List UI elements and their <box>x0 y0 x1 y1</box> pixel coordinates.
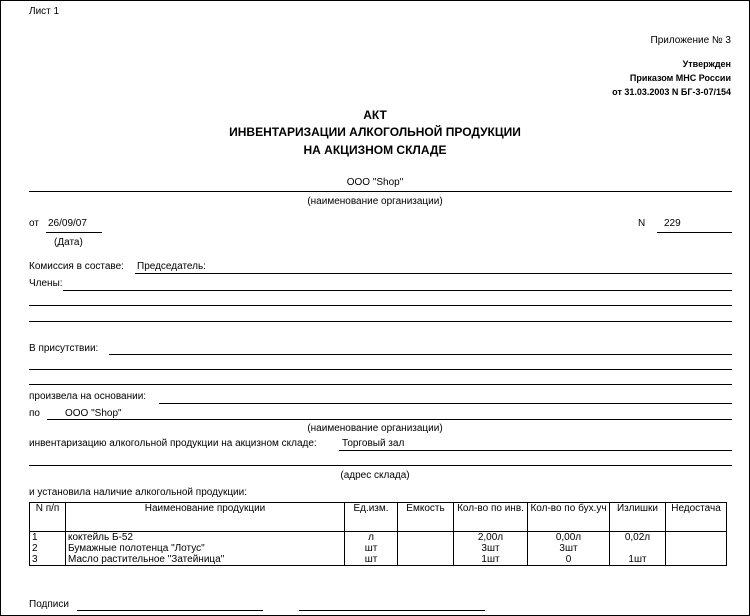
basis-underline <box>159 403 732 404</box>
number-value: 229 <box>664 218 681 229</box>
capacity <box>398 554 454 566</box>
approved-line-1: Утвержден <box>682 59 731 69</box>
header-cell: Емкость <box>398 503 454 532</box>
number-underline <box>657 232 732 233</box>
members-line-3 <box>29 321 732 322</box>
basis-by-value: ООО "Shop" <box>65 408 122 419</box>
document-subtitle-2: НА АКЦИЗНОМ СКЛАДЕ <box>303 143 447 157</box>
inventory-underline <box>339 450 732 451</box>
capacity <box>398 532 454 544</box>
members-line-2 <box>29 305 732 306</box>
table-row <box>30 532 727 544</box>
header-cell: Излишки <box>610 503 666 532</box>
basis-label: произвела на основании: <box>29 391 147 402</box>
surplus: 0,02л <box>610 532 666 544</box>
product-name: Бумажные полотенца "Лотус" <box>66 543 345 554</box>
established-label: и установила наличие алкогольной продукции: <box>29 487 247 498</box>
table-row <box>30 543 727 554</box>
members-label: Члены: <box>29 278 63 289</box>
inventory-caption: (адрес склада) <box>340 470 410 481</box>
surplus: 1шт <box>610 554 666 566</box>
chairman-label: Председатель: <box>137 261 206 272</box>
organization-name: ООО "Shop" <box>346 177 404 188</box>
organization-underline <box>29 191 732 192</box>
inventory-value: Торговый зал <box>342 438 405 449</box>
qty-inventory: 1шт <box>454 554 528 566</box>
table-header-row <box>30 503 727 532</box>
header-cell: Кол-во по бух.уч <box>528 503 610 532</box>
product-name: коктейль Б-52 <box>66 532 345 544</box>
inventory-label: инвентаризацию алкогольной продукции на акцизном складе: <box>29 438 317 449</box>
header-cell: Недостача <box>666 503 727 532</box>
presence-label: В присутствии: <box>29 343 99 354</box>
basis-by-label: по <box>29 408 40 419</box>
basis-caption: (наименование организации) <box>307 423 443 434</box>
header-cell: Ед.изм. <box>345 503 398 532</box>
capacity <box>398 543 454 554</box>
unit: шт <box>345 554 398 566</box>
shortage <box>666 543 727 554</box>
approved-line-3: от 31.03.2003 N БГ-3-07/154 <box>612 87 731 97</box>
chairman-underline <box>135 273 732 274</box>
date-underline <box>46 232 102 233</box>
signature-line-2 <box>299 610 485 611</box>
date-value: 26/09/07 <box>48 218 87 229</box>
inventory-line-2 <box>29 465 732 466</box>
commission-label: Комиссия в составе: <box>29 261 124 272</box>
date-caption: (Дата) <box>54 237 83 248</box>
qty-accounting: 0,00л <box>528 532 610 544</box>
basis-by-underline <box>47 419 732 420</box>
presence-line-3 <box>29 384 732 385</box>
document-title: АКТ <box>363 108 387 122</box>
qty-accounting: 0 <box>528 554 610 566</box>
presence-underline <box>109 354 732 355</box>
header-cell: N п/п <box>30 503 66 532</box>
qty-accounting: 3шт <box>528 543 610 554</box>
row-number: 3 <box>30 554 66 566</box>
signature-line-1 <box>77 610 263 611</box>
unit: шт <box>345 543 398 554</box>
qty-inventory: 3шт <box>454 543 528 554</box>
product-name: Масло растительное "Затейница" <box>66 554 345 566</box>
surplus <box>610 543 666 554</box>
shortage <box>666 554 727 566</box>
row-number: 2 <box>30 543 66 554</box>
header-cell: Наименование продукции <box>66 503 345 532</box>
products-table <box>29 502 727 566</box>
table-row <box>30 554 727 566</box>
shortage <box>666 532 727 544</box>
document-subtitle-1: ИНВЕНТАРИЗАЦИИ АЛКОГОЛЬНОЙ ПРОДУКЦИИ <box>229 125 521 139</box>
appendix-label: Приложение № 3 <box>650 35 731 46</box>
row-number: 1 <box>30 532 66 544</box>
qty-inventory: 2,00л <box>454 532 528 544</box>
members-underline <box>63 290 732 291</box>
organization-caption: (наименование организации) <box>307 196 443 207</box>
sheet-label: Лист 1 <box>29 6 60 17</box>
signatures-label: Подписи <box>29 599 69 610</box>
number-label: N <box>638 218 646 229</box>
date-prefix: от <box>29 218 39 229</box>
presence-line-2 <box>29 369 732 370</box>
unit: л <box>345 532 398 544</box>
header-cell: Кол-во по инв. <box>454 503 528 532</box>
approved-line-2: Приказом МНС России <box>629 73 731 83</box>
